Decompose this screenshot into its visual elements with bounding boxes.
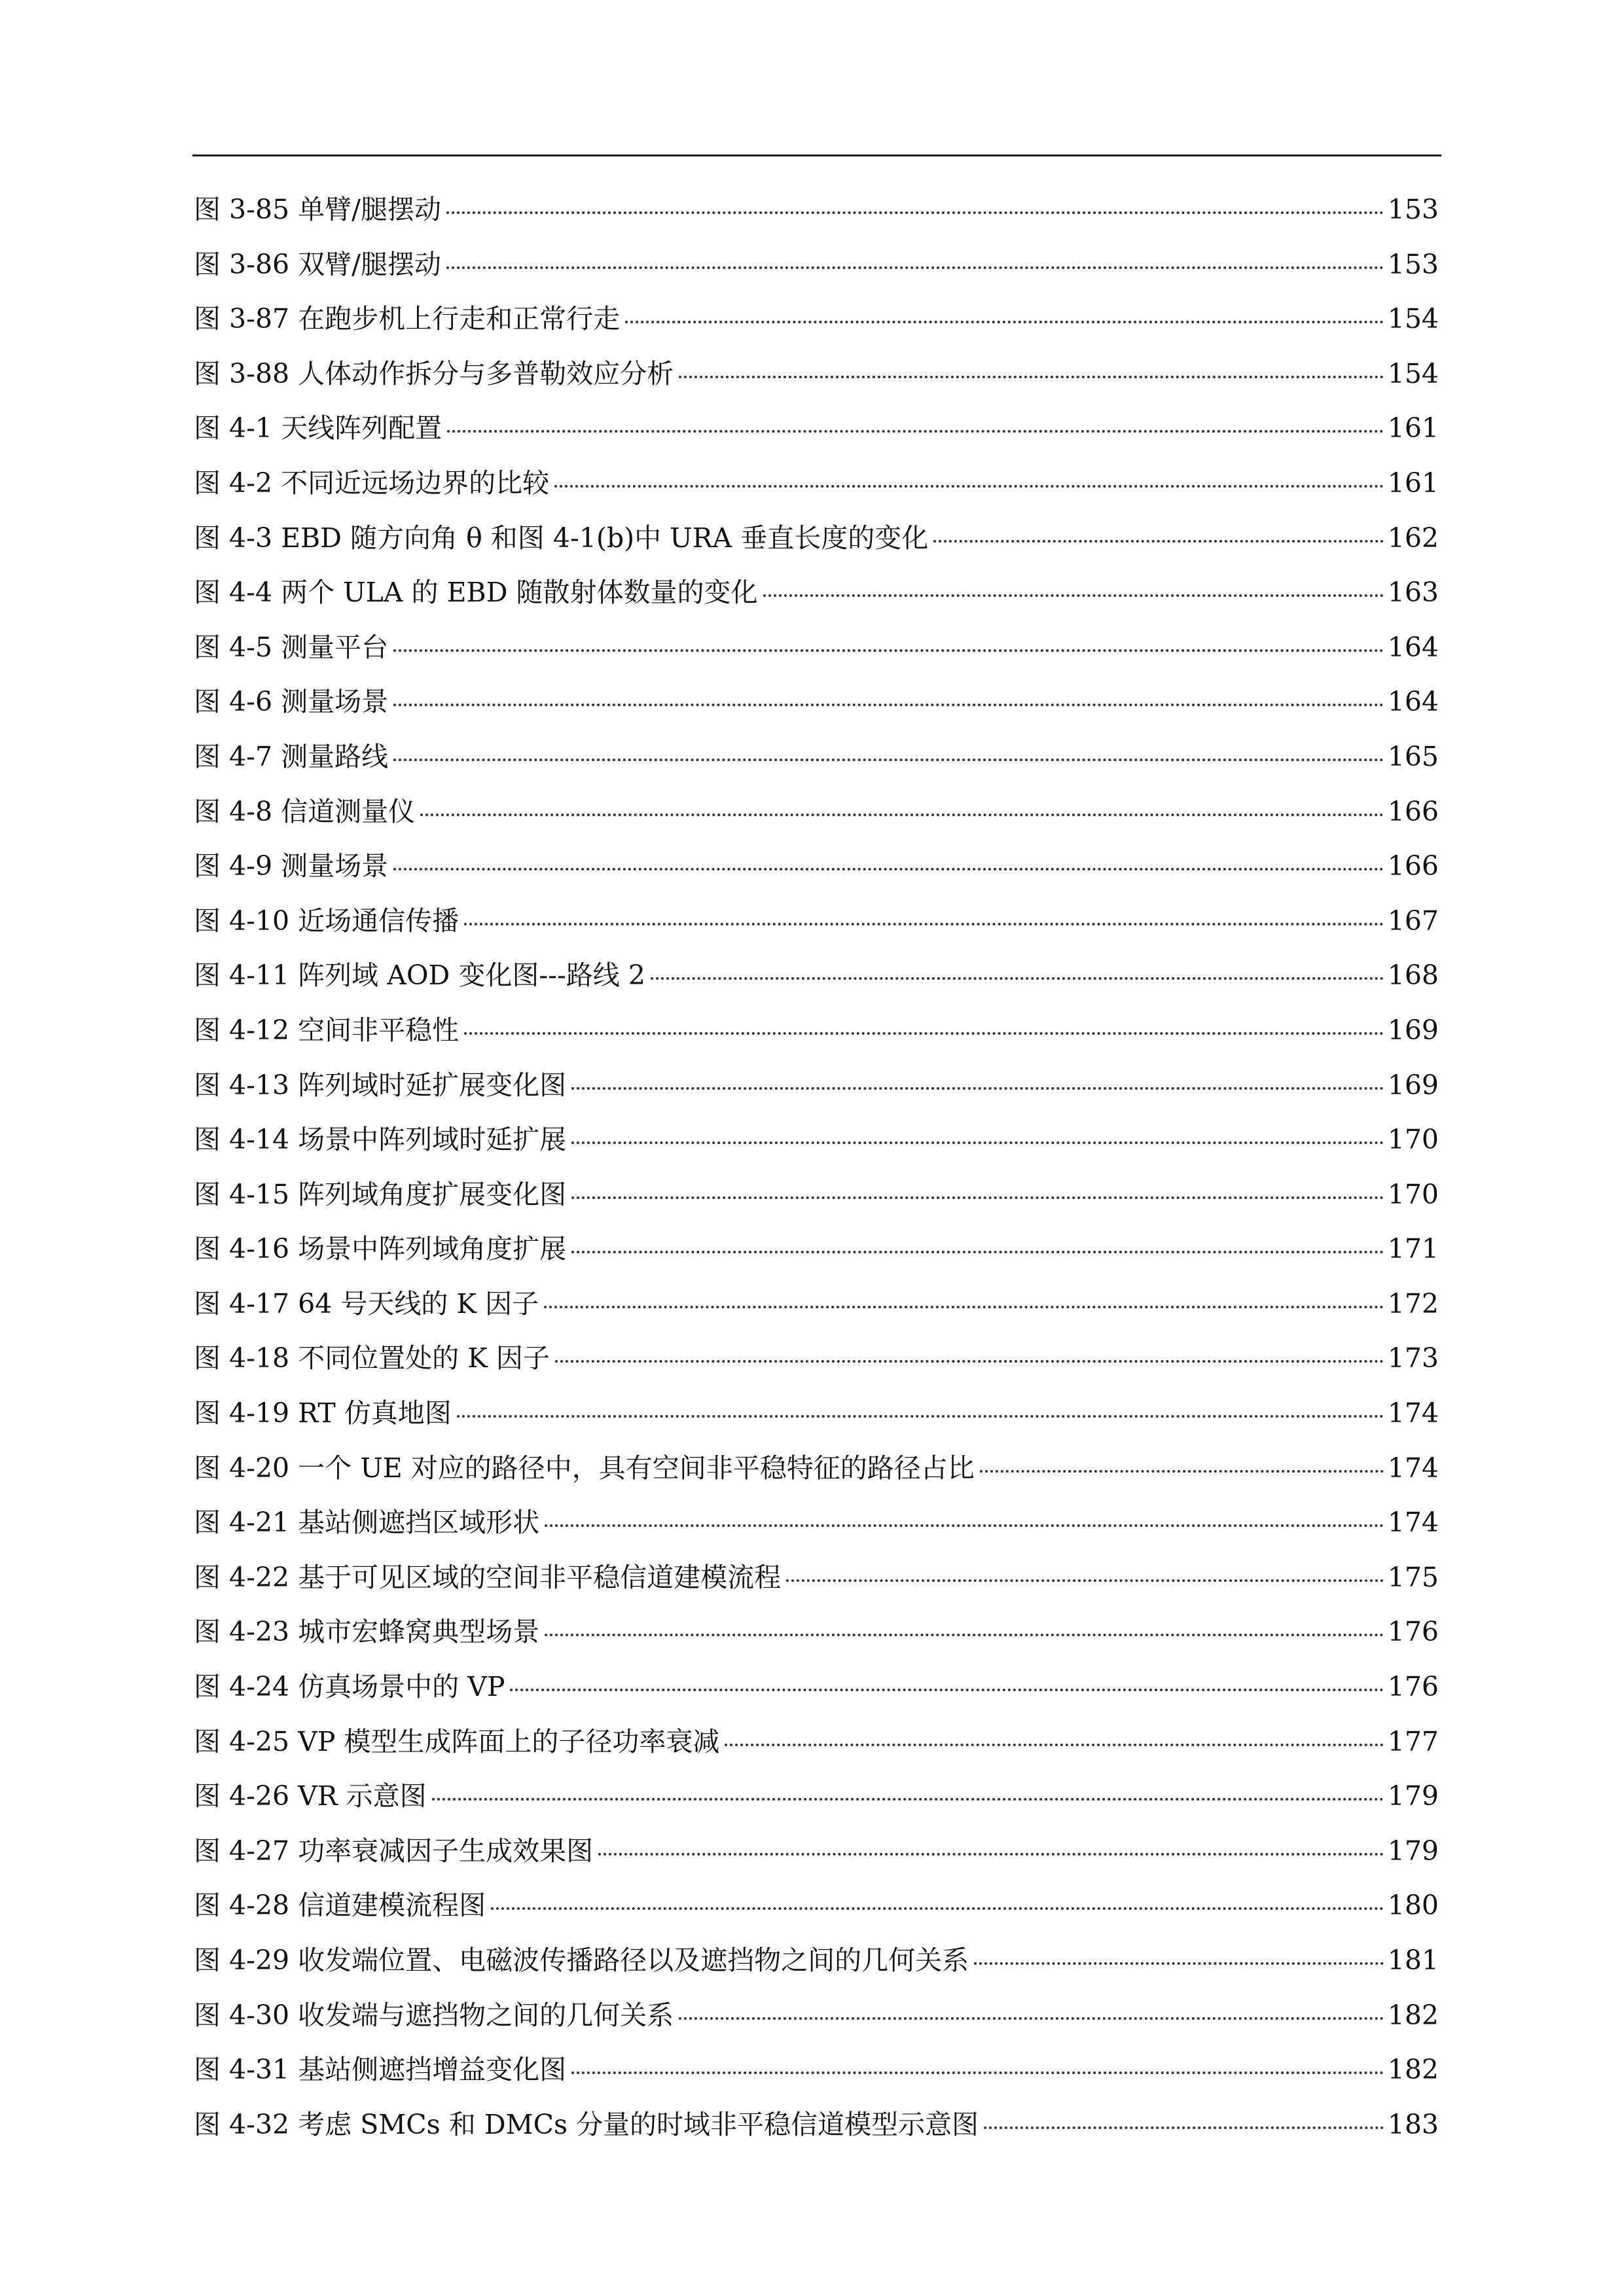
- toc-entry-page-number: 161: [1387, 412, 1439, 444]
- toc-entry-page-number: 167: [1387, 905, 1439, 937]
- toc-entry: [194, 569, 1439, 624]
- toc-entry: [194, 295, 1439, 350]
- dot-leader: [510, 1689, 1383, 1691]
- toc-entry: [194, 1007, 1439, 1062]
- toc-entry-page-number: 174: [1387, 1397, 1439, 1429]
- toc-entry: [194, 1062, 1439, 1117]
- toc-entry: [194, 241, 1439, 296]
- toc-entry-title: 图 3-87 在跑步机上行走和正常行走: [194, 303, 621, 335]
- toc-entry-title: 图 4-15 阵列域角度扩展变化图: [194, 1178, 567, 1210]
- toc-entry-title: 图 4-6 测量场景: [194, 686, 389, 718]
- toc-entry-title: 图 4-5 测量平台: [194, 631, 389, 663]
- toc-entry: [194, 2101, 1439, 2156]
- toc-entry-title: 图 4-23 城市宏蜂窝典型场景: [194, 1616, 540, 1648]
- toc-entry-page-number: 154: [1387, 357, 1439, 389]
- toc-entry-page-number: 153: [1387, 194, 1439, 225]
- toc-entry: [194, 788, 1439, 843]
- toc-entry-title: 图 4-14 场景中阵列域时延扩展: [194, 1124, 567, 1156]
- toc-entry-title: 图 4-17 64 号天线的 K 因子: [194, 1287, 539, 1319]
- dot-leader: [571, 1196, 1384, 1199]
- toc-entry-title: 图 4-13 阵列域时延扩展变化图: [194, 1069, 567, 1101]
- dot-leader: [545, 1634, 1384, 1636]
- dot-leader: [725, 1744, 1383, 1746]
- toc-entry: [194, 1608, 1439, 1663]
- dot-leader: [651, 977, 1384, 980]
- toc-entry-title: 图 4-8 信道测量仪: [194, 795, 416, 827]
- dot-leader: [447, 430, 1384, 433]
- toc-entry: [194, 1992, 1439, 2047]
- toc-entry-page-number: 179: [1387, 1835, 1439, 1867]
- toc-entry: [194, 1937, 1439, 1992]
- dot-leader: [763, 594, 1384, 597]
- toc-entry: [194, 1116, 1439, 1171]
- toc-entry-title: 图 4-4 两个 ULA 的 EBD 随散射体数量的变化: [194, 577, 758, 609]
- toc-entry: [194, 1663, 1439, 1718]
- dot-leader: [571, 1251, 1384, 1253]
- toc-entry-title: 图 4-16 场景中阵列域角度扩展: [194, 1233, 567, 1265]
- toc-entry-page-number: 179: [1387, 1780, 1439, 1812]
- dot-leader: [545, 1524, 1384, 1527]
- dot-leader: [679, 376, 1384, 378]
- toc-entry-title: 图 3-85 单臂/腿摆动: [194, 194, 441, 225]
- dot-leader: [491, 1907, 1384, 1910]
- dot-leader: [464, 1032, 1384, 1035]
- toc-entry-page-number: 170: [1387, 1178, 1439, 1210]
- dot-leader: [393, 868, 1384, 870]
- dot-leader: [544, 1306, 1384, 1308]
- toc-entry-page-number: 182: [1387, 1999, 1439, 2031]
- toc-entry-title: 图 4-9 测量场景: [194, 850, 389, 882]
- toc-entry-title: 图 4-18 不同位置处的 K 因子: [194, 1342, 550, 1374]
- toc-entry-title: 图 4-24 仿真场景中的 VP: [194, 1671, 505, 1703]
- toc-entry-title: 图 4-11 阵列域 AOD 变化图---路线 2: [194, 960, 646, 992]
- dot-leader: [555, 1360, 1384, 1363]
- toc-entry-page-number: 176: [1387, 1671, 1439, 1703]
- toc-entry: [194, 2046, 1439, 2101]
- toc-entry: [194, 404, 1439, 459]
- toc-entry: [194, 1882, 1439, 1937]
- dot-leader: [786, 1579, 1384, 1582]
- dot-leader: [933, 540, 1384, 543]
- toc-entry-title: 图 4-20 一个 UE 对应的路径中，具有空间非平稳特征的路径占比: [194, 1452, 975, 1484]
- toc-entry-title: 图 4-26 VR 示意图: [194, 1780, 427, 1812]
- toc-entry-title: 图 4-22 基于可见区域的空间非平稳信道建模流程: [194, 1561, 782, 1593]
- toc-entry: [194, 1225, 1439, 1280]
- toc-entry-title: 图 3-88 人体动作拆分与多普勒效应分析: [194, 357, 674, 389]
- dot-leader: [457, 1415, 1384, 1418]
- toc-entry: [194, 514, 1439, 569]
- dot-leader: [446, 211, 1384, 214]
- toc-entry-page-number: 164: [1387, 631, 1439, 663]
- toc-entry: [194, 350, 1439, 405]
- toc-entry-title: 图 4-32 考虑 SMCs 和 DMCs 分量的时域非平稳信道模型示意图: [194, 2108, 979, 2140]
- header-rule: [192, 154, 1441, 156]
- toc-entry-page-number: 174: [1387, 1452, 1439, 1484]
- toc-entry-page-number: 176: [1387, 1616, 1439, 1648]
- toc-entry-title: 图 4-30 收发端与遮挡物之间的几何关系: [194, 1999, 674, 2031]
- toc-entry-title: 图 4-29 收发端位置、电磁波传播路径以及遮挡物之间的几何关系: [194, 1945, 969, 1976]
- toc-entry-page-number: 172: [1387, 1287, 1439, 1319]
- toc-entry: [194, 624, 1439, 679]
- dot-leader: [679, 2017, 1384, 2020]
- toc-entry-page-number: 164: [1387, 686, 1439, 718]
- toc-entry-page-number: 180: [1387, 1890, 1439, 1922]
- toc-entry: [194, 1444, 1439, 1499]
- toc-entry: [194, 1718, 1439, 1773]
- figure-list: [194, 186, 1439, 2155]
- dot-leader: [432, 1798, 1384, 1801]
- toc-entry-page-number: 166: [1387, 795, 1439, 827]
- toc-entry-page-number: 170: [1387, 1124, 1439, 1156]
- toc-entry-title: 图 4-10 近场通信传播: [194, 905, 460, 937]
- toc-entry-page-number: 173: [1387, 1342, 1439, 1374]
- toc-entry-page-number: 175: [1387, 1561, 1439, 1593]
- toc-entry-page-number: 182: [1387, 2054, 1439, 2086]
- toc-entry: [194, 733, 1439, 788]
- toc-entry-title: 图 4-7 测量路线: [194, 740, 389, 772]
- toc-entry: [194, 1280, 1439, 1335]
- toc-entry-page-number: 163: [1387, 577, 1439, 609]
- dot-leader: [984, 2126, 1384, 2129]
- dot-leader: [393, 704, 1384, 706]
- dot-leader: [974, 1962, 1384, 1965]
- toc-entry-title: 图 4-19 RT 仿真地图: [194, 1397, 452, 1429]
- dot-leader: [598, 1853, 1384, 1856]
- toc-entry: [194, 1554, 1439, 1609]
- toc-entry: [194, 459, 1439, 514]
- toc-entry-title: 图 4-28 信道建模流程图: [194, 1890, 486, 1922]
- dot-leader: [571, 1087, 1384, 1090]
- dot-leader: [464, 923, 1384, 925]
- toc-entry-page-number: 174: [1387, 1507, 1439, 1539]
- dot-leader: [554, 485, 1384, 488]
- toc-entry-page-number: 166: [1387, 850, 1439, 882]
- toc-entry-page-number: 153: [1387, 248, 1439, 280]
- toc-entry: [194, 186, 1439, 241]
- toc-entry: [194, 842, 1439, 897]
- toc-entry-page-number: 165: [1387, 740, 1439, 772]
- toc-entry-page-number: 154: [1387, 303, 1439, 335]
- toc-entry-page-number: 168: [1387, 960, 1439, 992]
- toc-entry-page-number: 169: [1387, 1014, 1439, 1046]
- dot-leader: [420, 814, 1384, 816]
- toc-entry-page-number: 177: [1387, 1725, 1439, 1757]
- dot-leader: [571, 1141, 1384, 1144]
- dot-leader: [571, 2072, 1384, 2074]
- toc-entry-title: 图 4-31 基站侧遮挡增益变化图: [194, 2054, 567, 2086]
- toc-entry-title: 图 4-27 功率衰减因子生成效果图: [194, 1835, 594, 1867]
- toc-entry-page-number: 181: [1387, 1945, 1439, 1976]
- toc-entry-title: 图 4-3 EBD 随方向角 θ 和图 4-1(b)中 URA 垂直长度的变化: [194, 522, 929, 554]
- toc-entry-page-number: 169: [1387, 1069, 1439, 1101]
- toc-entry: [194, 1499, 1439, 1554]
- toc-entry: [194, 1390, 1439, 1444]
- dot-leader: [625, 321, 1384, 323]
- toc-entry-title: 图 4-25 VP 模型生成阵面上的子径功率衰减: [194, 1725, 720, 1757]
- toc-entry-title: 图 4-21 基站侧遮挡区域形状: [194, 1507, 540, 1539]
- toc-entry-page-number: 171: [1387, 1233, 1439, 1265]
- toc-entry-page-number: 162: [1387, 522, 1439, 554]
- dot-leader: [393, 759, 1384, 761]
- toc-entry-title: 图 4-2 不同近远场边界的比较: [194, 467, 550, 499]
- toc-entry: [194, 678, 1439, 733]
- toc-entry: [194, 952, 1439, 1007]
- toc-entry-page-number: 183: [1387, 2108, 1439, 2140]
- toc-entry-title: 图 4-12 空间非平稳性: [194, 1014, 460, 1046]
- toc-entry: [194, 897, 1439, 952]
- dot-leader: [446, 266, 1384, 269]
- dot-leader: [980, 1470, 1384, 1473]
- toc-entry-title: 图 3-86 双臂/腿摆动: [194, 248, 441, 280]
- toc-entry-title: 图 4-1 天线阵列配置: [194, 412, 442, 444]
- dot-leader: [393, 649, 1384, 652]
- toc-entry: [194, 1335, 1439, 1390]
- toc-entry: [194, 1772, 1439, 1827]
- toc-entry: [194, 1171, 1439, 1226]
- toc-entry-page-number: 161: [1387, 467, 1439, 499]
- toc-entry: [194, 1827, 1439, 1882]
